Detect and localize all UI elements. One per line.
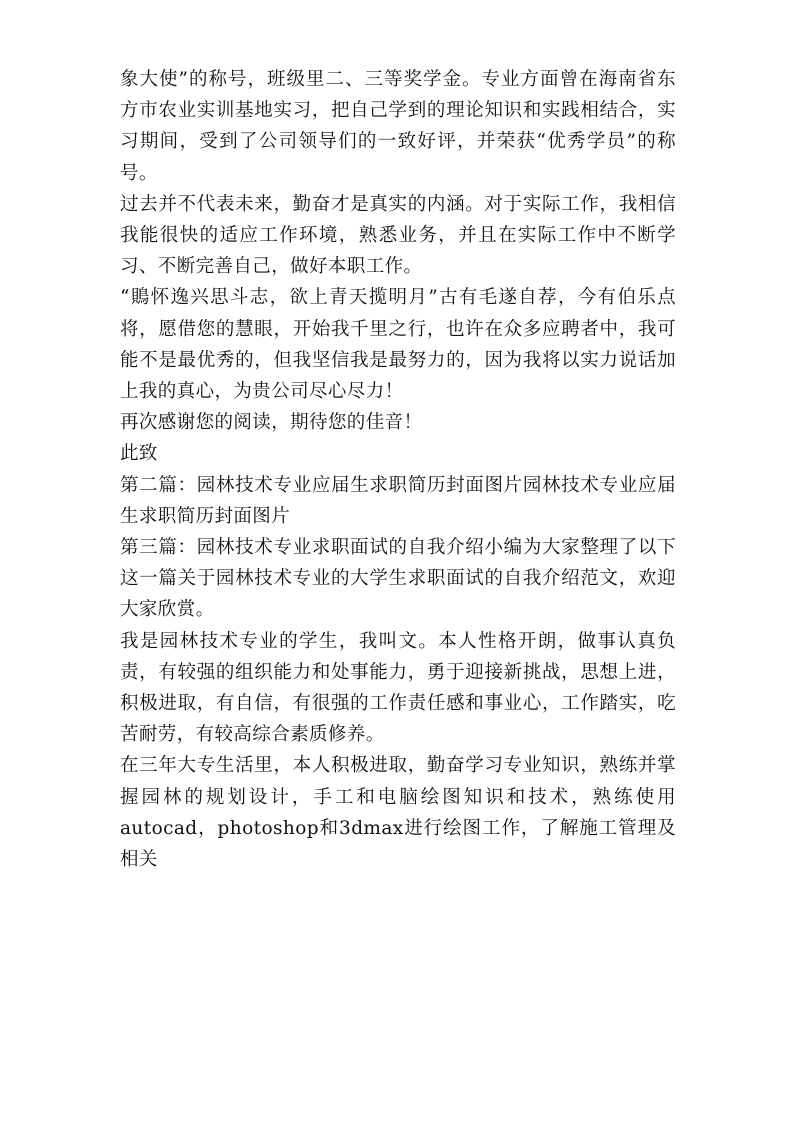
paragraph-scholarship-internship: 象大使”的称号，班级里二、三等奖学金。专业方面曾在海南省东方市农业实训基地实习，把自己学到的理论知识和实践相结合，实习期间，受到了公司领导们的一致好评，并荣获“优秀学员”的称号。 — [120, 69, 676, 184]
paragraph-self-recommendation: “鵙怀逸兴思斗志，欲上青天揽明月”古有毛遂自荐，今有伯乐点将，愿借您的慧眼，开始我千里之行，也许在众多应聘者中，我可能不是最优秀的，但我坚信我是最努力的，因为我将以实力说话加上我的真心，为贵公司尽心尽力！ — [120, 287, 676, 403]
document-body — [120, 64, 676, 875]
paragraph-thanks: 再次感谢您的阅读，期待您的佳音！ — [120, 412, 423, 434]
paragraph-closing: 此致 — [120, 443, 158, 465]
paragraph-personality: 我是园林技术专业的学生，我叫文。本人性格开朗，做事认真负责，有较强的组织能力和处事能力，勇于迎接新挑战，思想上进，积极进取，有自信，有很强的工作责任感和事业心，工作踏实，吃苦耐劳，有较高综合素质修养。 — [120, 630, 676, 746]
section-heading-part-three: 第三篇：园林技术专业求职面试的自我介绍小编为大家整理了以下这一篇关于园林技术专业的大学生求职面试的自我介绍范文，欢迎大家欣赏。 — [120, 537, 676, 621]
paragraph-future-work: 过去并不代表未来，勤奋才是真实的内涵。对于实际工作，我相信我能很快的适应工作环境，熟悉业务，并且在实际工作中不断学习、不断完善自己，做好本职工作。 — [120, 193, 676, 278]
section-heading-part-two: 第二篇：园林技术专业应届生求职简历封面图片园林技术专业应届生求职简历封面图片 — [120, 474, 676, 527]
paragraph-college-study: 在三年大专生活里，本人积极进取，勤奋学习专业知识，熟练并掌握园林的规划设计，手工和电脑绘图知识和技术，熟练使用autocad，photoshop和3dmax进行绘图工作，了解施工管理及相关 — [120, 755, 676, 871]
